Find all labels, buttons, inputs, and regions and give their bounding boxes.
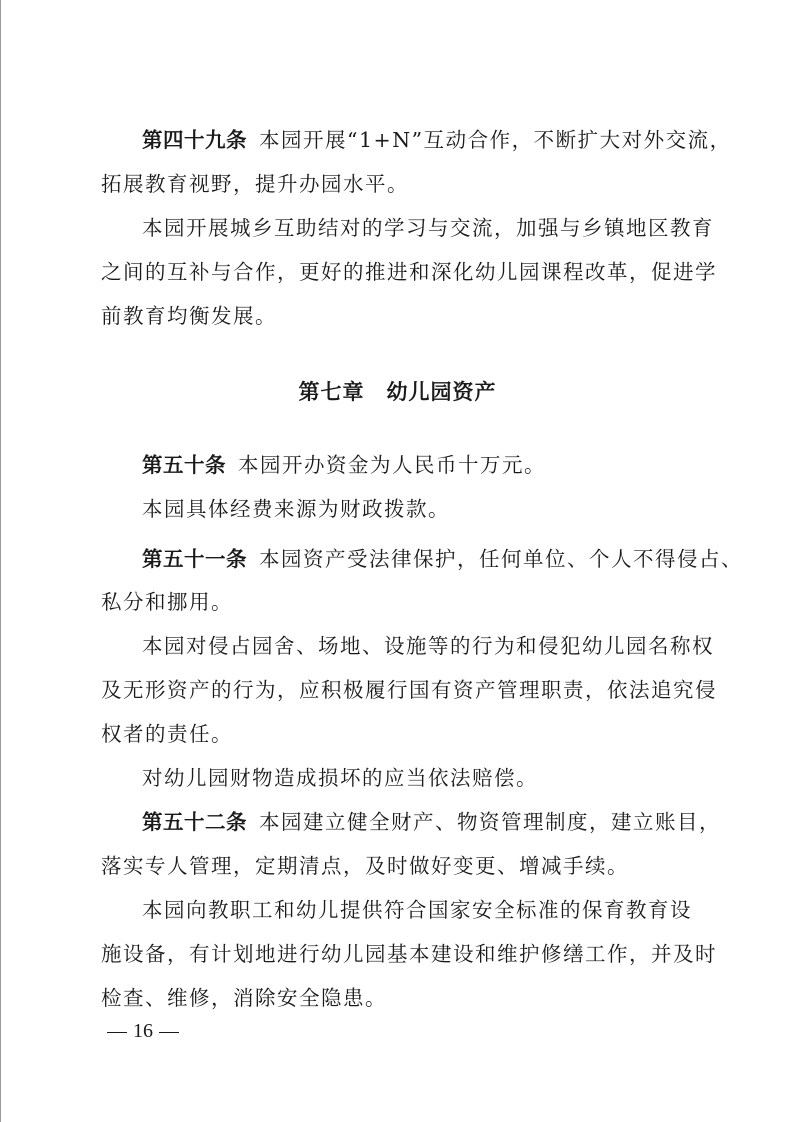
paragraph-safety-line-3: 检查、维修，消除安全隐患。 <box>101 986 387 1010</box>
article-52-line-1 <box>142 812 742 833</box>
article-52-heading: 第五十二条 <box>142 810 247 834</box>
article-49-line-1 <box>142 130 742 151</box>
article-50-heading: 第五十条 <box>142 453 226 477</box>
article-51-line-2: 私分和挪用。 <box>101 590 233 614</box>
paragraph-exchange-line-1: 本园开展城乡互助结对的学习与交流，加强与乡镇地区教育 <box>142 216 714 240</box>
article-52-line-2: 落实专人管理，定期清点，及时做好变更、增减手续。 <box>101 854 629 878</box>
article-50-text-1: 本园开办资金为人民币十万元。 <box>238 453 546 477</box>
paragraph-exchange-line-2: 之间的互补与合作，更好的推进和深化幼儿园课程改革，促进学 <box>101 260 717 284</box>
article-51-line-1 <box>142 549 742 570</box>
chapter-title: 第七章 幼儿园资产 <box>298 380 497 404</box>
article-49-heading: 第四十九条 <box>142 128 247 152</box>
paragraph-compensation-line-1: 对幼儿园财物造成损坏的应当依法赔偿。 <box>142 766 538 790</box>
paragraph-safety-line-2: 施设备，有计划地进行幼儿园基本建设和维护修缮工作，并及时 <box>101 942 717 966</box>
paragraph-infringement-line-3: 权者的责任。 <box>101 722 233 746</box>
article-52-text-1: 本园建立健全财产、物资管理制度，建立账目， <box>259 810 721 834</box>
page-number <box>101 1021 185 1041</box>
page-number-value: 16 <box>133 1020 153 1042</box>
page-number-right-dash <box>159 1032 179 1033</box>
article-49-line-2: 拓展教育视野，提升办园水平。 <box>101 172 409 196</box>
article-51-heading: 第五十一条 <box>142 547 247 571</box>
paragraph-safety-line-1: 本园向教职工和幼儿提供符合国家安全标准的保育教育设 <box>142 898 692 922</box>
article-51-text-1: 本园资产受法律保护，任何单位、个人不得侵占、 <box>259 547 743 571</box>
paragraph-funding-line-1: 本园具体经费来源为财政拨款。 <box>142 497 450 521</box>
paragraph-infringement-line-2: 及无形资产的行为，应积极履行国有资产管理职责，依法追究侵 <box>101 678 717 702</box>
page-number-left-dash <box>107 1032 127 1033</box>
article-50-line-1 <box>142 455 742 476</box>
article-49-text-1: 本园开展“1+N”互动合作，不断扩大对外交流， <box>259 128 732 152</box>
paragraph-infringement-line-1: 本园对侵占园舍、场地、设施等的行为和侵犯幼儿园名称权 <box>142 634 714 658</box>
paragraph-exchange-line-3: 前教育均衡发展。 <box>101 304 277 328</box>
